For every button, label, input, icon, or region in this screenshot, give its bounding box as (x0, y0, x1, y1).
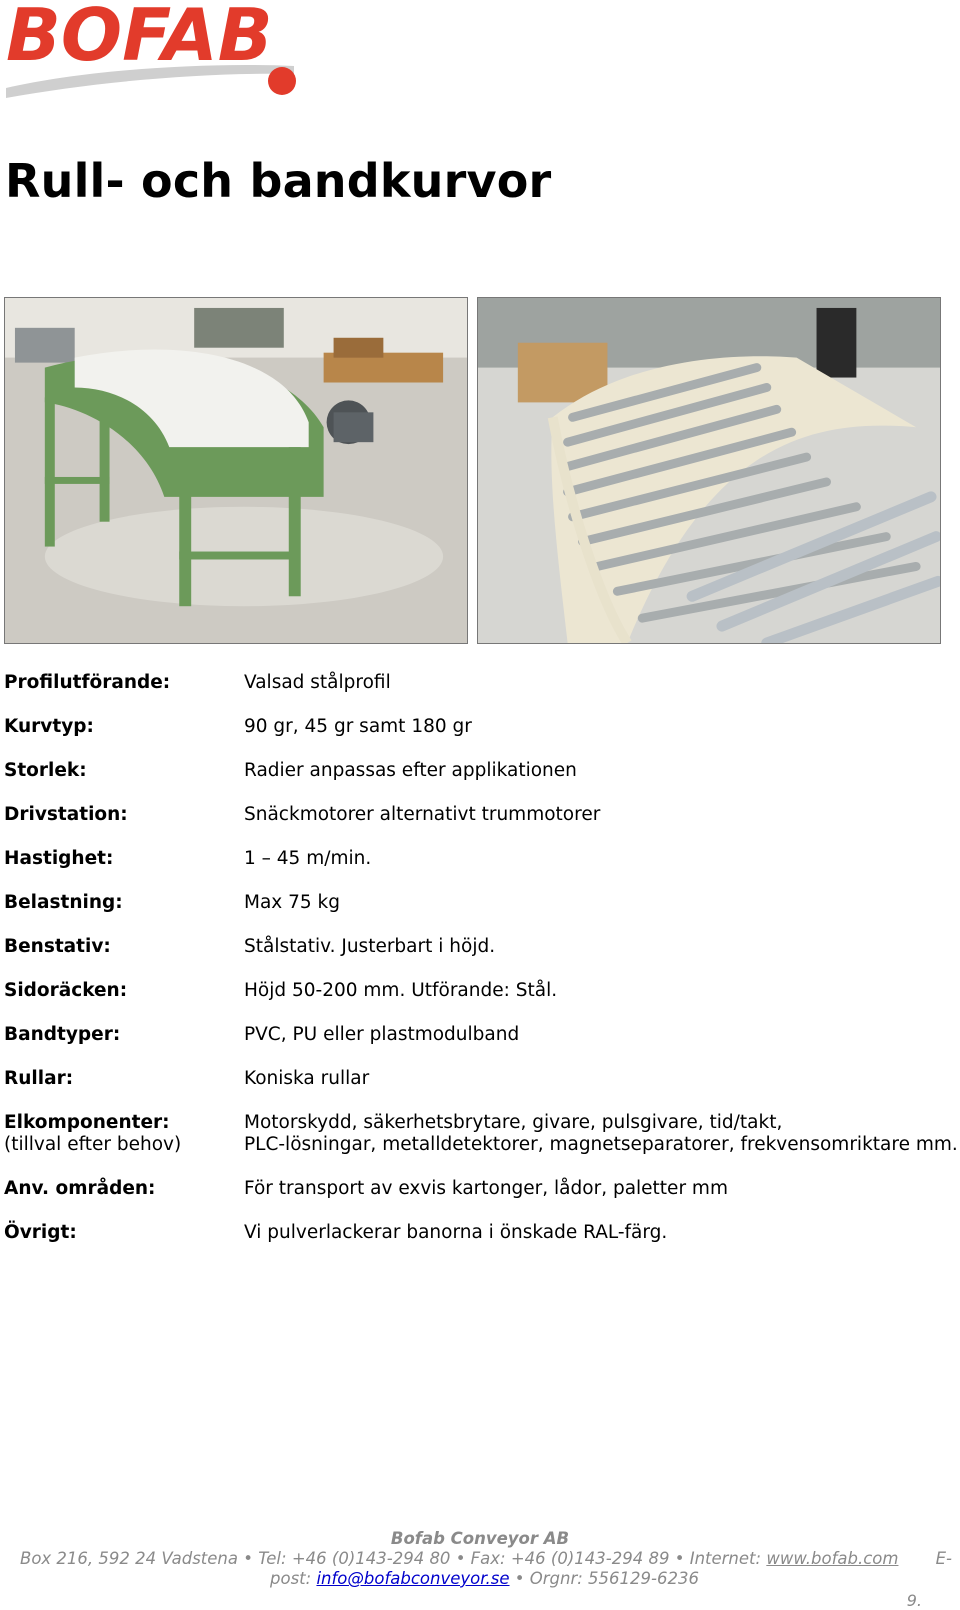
footer-email-prefix-a: E- (935, 1549, 952, 1568)
footer-contact-line (20, 1549, 898, 1569)
spec-value-line: Max 75 kg (244, 892, 341, 913)
logo-text: BOFAB (6, 0, 273, 77)
footer-internet-label: Internet: (689, 1549, 762, 1568)
footer-address: Box 216, 592 24 Vadstena (20, 1549, 238, 1568)
spec-label: Storlek: (4, 760, 87, 781)
spec-value (244, 1024, 519, 1046)
spec-label (4, 1112, 181, 1156)
spec-value (244, 892, 340, 914)
footer-email-link[interactable]: info@bofabconveyor.se (316, 1569, 510, 1588)
spec-value (244, 936, 495, 958)
spec-value (244, 716, 472, 738)
spec-value (244, 760, 577, 782)
spec-value (244, 1178, 728, 1200)
page-title: Rull- och bandkurvor (5, 154, 552, 208)
spec-value (244, 1112, 958, 1156)
footer (0, 1529, 960, 1588)
spec-value-line: Motorskydd, säkerhetsbrytare, givare, pulsgivare, tid/takt, (244, 1112, 783, 1133)
footer-separator: • (455, 1549, 466, 1568)
spec-sublabel: (tillval efter behov) (4, 1134, 182, 1155)
footer-website-link[interactable]: www.bofab.com (766, 1549, 899, 1568)
spec-value-line: PLC-lösningar, metalldetektorer, magnetseparatorer, frekvensomriktare mm. (244, 1134, 958, 1155)
footer-separator: • (514, 1569, 525, 1588)
spec-label: Hastighet: (4, 848, 114, 869)
spec-value-line: 90 gr, 45 gr samt 180 gr (244, 716, 472, 737)
footer-tel: Tel: +46 (0)143-294 80 (258, 1549, 451, 1568)
spec-value (244, 1222, 667, 1244)
spec-label: Bandtyper: (4, 1024, 121, 1045)
spec-label: Benstativ: (4, 936, 111, 957)
spec-value-line: Snäckmotorer alternativt trummotorer (244, 804, 601, 825)
spec-value-line: 1 – 45 m/min. (244, 848, 372, 869)
footer-company: Bofab Conveyor AB (390, 1529, 570, 1548)
spec-label: Profilutförande: (4, 672, 171, 693)
spec-label: Belastning: (4, 892, 123, 913)
roller-curve-photo-graphic (478, 298, 940, 643)
footer-orgnr: Orgnr: 556129-6236 (529, 1569, 699, 1588)
spec-label: Drivstation: (4, 804, 128, 825)
spec-value (244, 804, 600, 826)
spec-value (244, 672, 391, 694)
footer-email-line (270, 1569, 699, 1589)
spec-value-line: PVC, PU eller plastmodulband (244, 1024, 520, 1045)
footer-separator: • (243, 1549, 253, 1568)
spec-value-line: För transport av exvis kartonger, lådor, paletter mm (244, 1178, 728, 1199)
spec-value (244, 1068, 369, 1090)
footer-fax: Fax: +46 (0)143-294 89 (470, 1549, 670, 1568)
spec-label-main: Elkomponenter: (4, 1112, 170, 1133)
spec-label: Rullar: (4, 1068, 74, 1089)
footer-email-prefix-b: post: (270, 1569, 312, 1588)
spec-value-line: Radier anpassas efter applikationen (244, 760, 577, 781)
spec-value (244, 848, 371, 870)
spec-value-line: Vi pulverlackerar banorna i önskade RAL-färg. (244, 1222, 668, 1243)
bofab-logo-graphic (4, 0, 304, 104)
roller-curve-conveyor-photo (477, 297, 941, 644)
spec-value (244, 980, 557, 1002)
spec-label: Sidoräcken: (4, 980, 128, 1001)
belt-curve-photo-graphic (5, 298, 467, 643)
spec-value-line: Stålstativ. Justerbart i höjd. (244, 936, 496, 957)
spec-value-line: Koniska rullar (244, 1068, 370, 1089)
page-number: 9. (906, 1591, 922, 1610)
bofab-logo (4, 0, 304, 104)
belt-curve-conveyor-photo (4, 297, 468, 644)
spec-label: Övrigt: (4, 1222, 77, 1243)
spec-label: Kurvtyp: (4, 716, 94, 737)
spec-label: Anv. områden: (4, 1178, 156, 1199)
spec-value-line: Höjd 50-200 mm. Utförande: Stål. (244, 980, 558, 1001)
footer-separator: • (674, 1549, 685, 1568)
spec-value-line: Valsad stålprofil (244, 672, 391, 693)
